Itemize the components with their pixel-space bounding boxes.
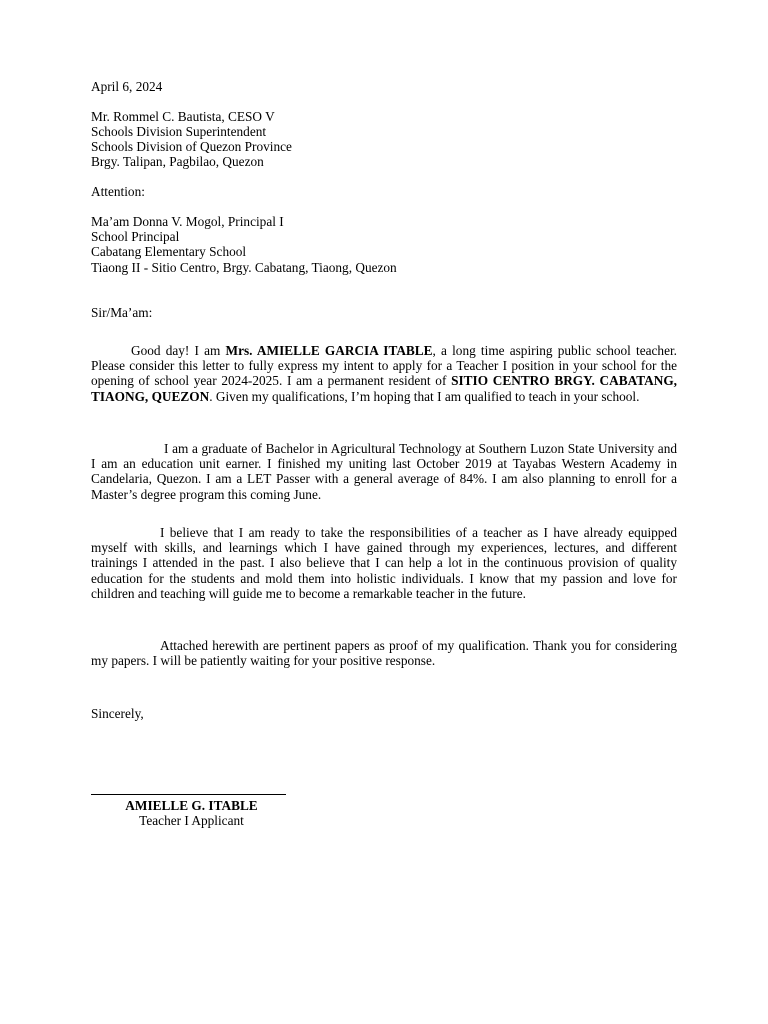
paragraph-intro: Good day! I am Mrs. AMIELLE GARCIA ITABLE, a long time aspiring public school teacher. Please consider this letter to fully express my intent to apply for a Teacher I position in your school for the opening of school year 2024-2025. I am a permanent resident of SITIO CENTRO BRGY. CABATANG, TIAONG, QUEZON. Given my qualifications, I’m hoping that I am qualified to teach in your school.	[91, 343, 678, 404]
paragraph-education: I am a graduate of Bachelor in Agricultural Technology at Southern Luzon State University and I am an education unit earner. I finished my uniting last October 2019 at Tayabas Western Academy in Candelaria, Quezon. I am a LET Passer with a general average of 84%. I am also planning to enroll for a Master’s degree program this coming June.	[91, 441, 677, 502]
applicant-name-bold: Mrs. AMIELLE GARCIA ITABLE	[225, 343, 433, 358]
residence-bold: SITIO CENTRO BRGY. CABATANG, TIAONG, QUEZON	[91, 373, 678, 404]
salutation: Sir/Ma’am:	[91, 305, 153, 320]
attention-address: Tiaong II - Sitio Centro, Brgy. Cabatang, Tiaong, Quezon	[91, 260, 397, 275]
signature-title: Teacher I Applicant	[139, 813, 244, 828]
signature-line	[91, 794, 286, 795]
recipient-address: Brgy. Talipan, Pagbilao, Quezon	[91, 154, 264, 169]
attention-label: Attention:	[91, 184, 145, 199]
attention-title: School Principal	[91, 229, 180, 244]
recipient-name: Mr. Rommel C. Bautista, CESO V	[91, 109, 275, 124]
recipient-office: Schools Division of Quezon Province	[91, 139, 292, 154]
attention-name: Ma’am Donna V. Mogol, Principal I	[91, 214, 284, 229]
attention-school: Cabatang Elementary School	[91, 244, 247, 259]
signature-name: AMIELLE G. ITABLE	[125, 798, 258, 813]
recipient-title: Schools Division Superintendent	[91, 124, 267, 139]
letter-date: April 6, 2024	[91, 79, 163, 94]
closing-sincerely: Sincerely,	[91, 706, 144, 721]
paragraph-closing: Attached herewith are pertinent papers as proof of my qualification. Thank you for considering my papers. I will be patiently waiting for your positive response.	[91, 638, 677, 669]
paragraph-readiness: I believe that I am ready to take the responsibilities of a teacher as I have already equipped myself with skills, and learnings which I have gained through my experiences, lectures, and different trainings I attended in the past. I also believe that I can help a lot in the continuous provision of quality education for the students and mold them into holistic individuals. I know that my passion and love for children and teaching will guide me to become a remarkable teacher in the future.	[91, 525, 677, 601]
